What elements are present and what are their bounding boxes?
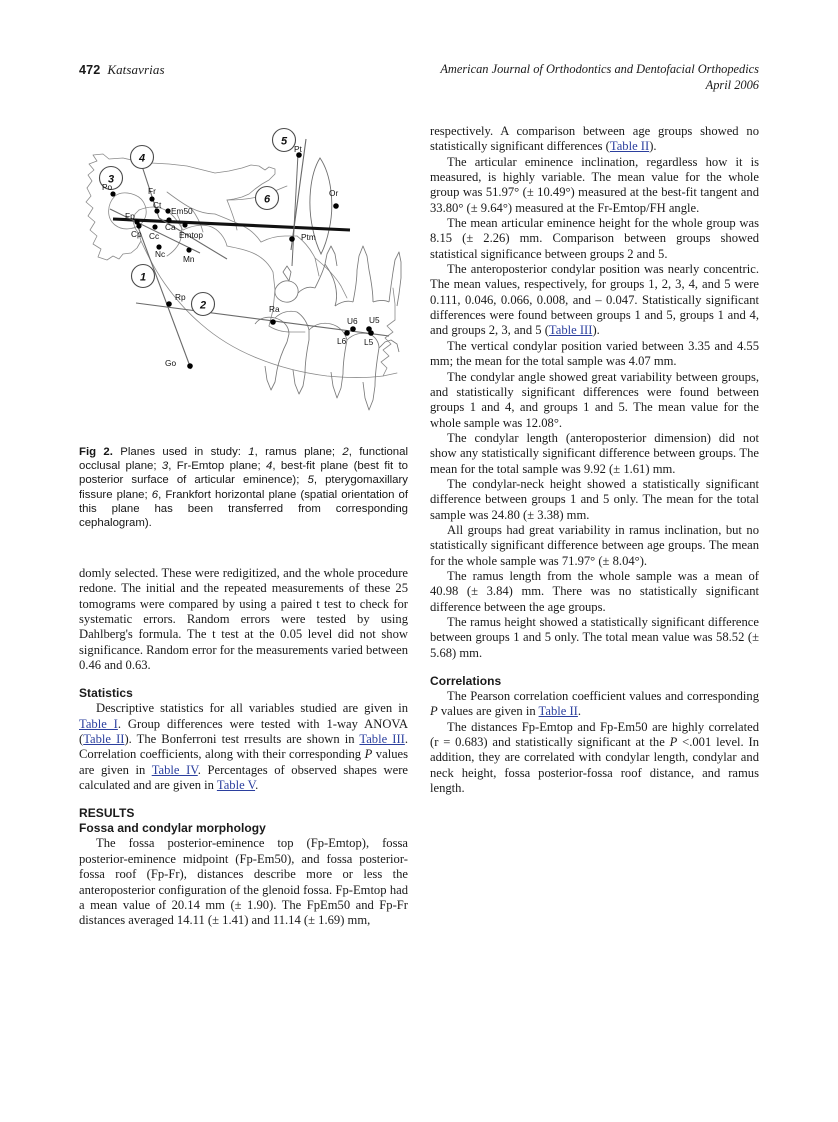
stat-text-1: Descriptive statistics for all variables studied are given in <box>96 701 408 716</box>
r1-text-1: respectively. A comparison between age groups showed no statistically significant differences ( <box>430 124 759 154</box>
svg-text:1: 1 <box>139 271 147 284</box>
stat-text-5: . Percentages of observed shapes were calculated and are given in <box>79 762 408 793</box>
paragraph-continued: domly selected. These were redigitized, and the whole procedure redone. The initial and the repeated measurements of these 25 tomograms were compared by using a paired t test to check for systematic errors. Random errors were tested by using Dahlberg's formula. The t test at the 0.05 level did not show significance. Random error for the measurements varied between 0.46 and 0.63. <box>79 566 408 673</box>
paragraph-r10: The ramus length from the whole sample was a mean of 40.98 (± 3.84) mm. There was no statistically significant difference between the age groups. <box>430 568 759 614</box>
page-folio: 472 <box>79 63 101 77</box>
paragraph-r7: The condylar length (anteroposterior dimension) did not show any statistically significant difference between groups. The mean for the total sample was 9.92 (± 1.61) mm. <box>430 430 759 476</box>
landmark-label-em50: Em50 <box>171 206 193 216</box>
r4-text-2: ). <box>592 323 600 338</box>
figure-label: Fig 2. <box>79 446 113 458</box>
figure-2 <box>79 126 414 530</box>
heading-fossa-condylar-morphology: Fossa and condylar morphology <box>79 821 266 836</box>
paragraph-r3: The mean articular eminence height for the whole group was 8.15 (± 2.26) mm. Comparison between groups showed statistical significance between groups 2 and 5. <box>430 216 759 261</box>
landmark-label-ptm: Ptm <box>301 232 316 242</box>
svg-text:3: 3 <box>107 173 115 186</box>
paragraph-r12 <box>430 689 759 720</box>
running-head <box>79 62 759 104</box>
stat-text-3: ). The Bonferroni test rresults are shown in <box>124 732 360 747</box>
r13-italic-p: P <box>669 735 678 750</box>
landmark-label-emtop: Emtop <box>179 230 203 240</box>
right-column <box>430 124 759 796</box>
paragraph-r13 <box>430 720 759 797</box>
journal-title: American Journal of Orthodontics and Dentofacial Orthopedics <box>440 62 759 76</box>
r12-italic-p: P <box>430 704 438 719</box>
stat-text-2: . Group differences were tested with 1-way ANOVA ( <box>79 716 408 747</box>
figure-caption <box>79 445 408 530</box>
r13-text-1: The distances Fp-Emtop and Fp-Em50 are highly correlated (r = 0.683) and statistically significant at the <box>430 719 759 750</box>
r12-text-1b: values are given in <box>437 704 539 719</box>
r12-text-2: . <box>577 704 582 719</box>
left-column <box>79 566 408 929</box>
caption-plane-number: 5 <box>307 474 314 487</box>
landmark-label-cc: Cc <box>149 231 160 241</box>
landmark-label-l5: L5 <box>364 337 374 347</box>
running-head-left <box>79 62 165 78</box>
svg-text:6: 6 <box>263 193 271 206</box>
plane-5-ptm-fissure-b <box>292 154 298 266</box>
link-table-2-b[interactable]: Table II <box>609 139 650 154</box>
landmark-label-cp: Cp <box>131 229 142 239</box>
landmark-label-mn: Mn <box>183 254 195 264</box>
heading-results: RESULTS <box>79 806 135 821</box>
running-head-right <box>440 62 759 93</box>
landmark-label-l6: L6 <box>337 336 347 346</box>
r13-text-2: <.001 level. In addition, they are correlated with condylar length, condylar and neck height, fossa posterior-fossa roof distance, and ramus length. <box>430 735 759 796</box>
landmark-label-rp: Rp <box>175 292 186 302</box>
svg-text:4: 4 <box>138 152 146 165</box>
link-table-4[interactable]: Table IV <box>151 762 198 777</box>
issue-date: April 2006 <box>705 77 759 92</box>
svg-text:5: 5 <box>280 135 288 148</box>
landmark-label-ca: Ca <box>165 222 176 232</box>
figure-caption-text: Planes used in study: 1, ramus plane; 2, functional occlusal plane; 3, Fr-Emtop plane; 4, best-fit plane (best fit to posterior surface of articular eminence); 5, pterygomaxillary fissure plane; 6, Frankfort horizontal plane (spatial orientation of this plane has been transferred from corresponding cephalogram). <box>79 446 409 530</box>
paragraph-r4 <box>430 262 759 339</box>
heading-statistics: Statistics <box>79 686 133 701</box>
landmark-label-or: Or <box>329 188 339 198</box>
link-table-3[interactable]: Table III <box>359 732 405 747</box>
figure-artwork <box>79 126 414 436</box>
link-table-5[interactable]: Table V <box>216 778 256 793</box>
link-table-2-c[interactable]: Table II <box>538 704 578 719</box>
stat-italic-p: P <box>364 747 373 762</box>
running-head-author: Katsavrias <box>107 62 165 77</box>
landmark-labels <box>102 144 380 368</box>
stat-text-4a: . Correlation coefficients, along with their corresponding <box>79 732 408 762</box>
link-table-3-b[interactable]: Table III <box>548 323 593 338</box>
caption-plane-number: 4 <box>265 460 273 473</box>
landmark-label-pt: Pt <box>294 144 302 154</box>
paragraph-r1 <box>430 124 759 155</box>
paragraph-r5: The vertical condylar position varied between 3.35 and 4.55 mm; the mean for the total sample was 4.07 mm. <box>430 338 759 369</box>
paragraph-morphology: The fossa posterior-eminence top (Fp-Emtop), fossa posterior-eminence midpoint (Fp-Em50), and fossa posterior-fossa roof (Fp-Fr), distances describe more or less the anteroposterior configuration of the glenoid fossa. Fp-Emtop had a mean value of 20.14 mm (± 1.90). The FpEm50 and Fp-Fr distances averaged 14.11 (± 1.41) and 11.14 (± 1.69) mm, <box>79 836 408 928</box>
landmark-label-go: Go <box>165 358 177 368</box>
paragraph-r8: The condylar-neck height showed a statistically significant difference between groups 1 and 5 only. The mean for the total sample was 24.80 (± 3.38) mm. <box>430 476 759 522</box>
caption-plane-number: 1 <box>248 446 255 458</box>
paragraph-r6: The condylar angle showed great variability between groups, and statistically significant differences were found between groups 1 and 4, and groups 1 and 5. The mean value for the whole sample was 12.08°. <box>430 369 759 430</box>
landmark-label-fp: Fp <box>125 211 135 221</box>
caption-plane-number: 3 <box>161 460 169 473</box>
r1-text-2: ). <box>649 139 657 154</box>
link-table-1[interactable]: Table I <box>79 716 118 731</box>
landmark-label-nc: Nc <box>155 249 166 259</box>
stat-text-4b: values are given in <box>79 747 408 777</box>
landmark-label-fr: Fr <box>148 186 156 196</box>
r4-text-1: The anteroposterior condylar position was nearly concentric. The mean values, respectively, for groups 1, 2, 3, 4, and 5 were 0.111, 0.046, 0.066, 0.008, and – 0.047. Statistically significant differences were found between groups 1 and 5, groups 1 and 4, and groups 2, 3, and 5 ( <box>430 262 759 338</box>
landmark-label-ra: Ra <box>269 304 280 314</box>
heading-correlations: Correlations <box>430 674 502 689</box>
paragraph-r2: The articular eminence inclination, regardless how it is measured, is highly variable. The mean value for the whole group was 51.97° (± 10.49°) measured at the best-fit tangent and 33.80° (± 9.64°) measured at the Fr-Emtop/FH angle. <box>430 154 759 215</box>
caption-plane-number: 2 <box>342 446 349 458</box>
landmark-label-ct: Ct <box>153 200 162 210</box>
landmark-label-po: Po <box>102 182 113 192</box>
stat-text-6: . <box>255 778 259 793</box>
caption-plane-number: 6 <box>151 488 159 501</box>
landmark-label-u6: U6 <box>347 316 358 326</box>
svg-text:2: 2 <box>199 299 207 312</box>
landmark-label-u5: U5 <box>369 315 380 325</box>
paragraph-r9: All groups had great variability in ramus inclination, but no statistically significant difference between age groups. The mean for the whole sample was 71.97° (± 8.04°). <box>430 522 759 568</box>
link-table-2[interactable]: Table II <box>83 732 125 747</box>
paragraph-r11: The ramus height showed a statistically significant difference between groups 1 and 5 only. The total mean value was 58.52 (± 5.68) mm. <box>430 615 759 660</box>
r12-text-1a: The Pearson correlation coefficient values and corresponding <box>447 689 759 704</box>
paragraph-statistics <box>79 701 408 793</box>
